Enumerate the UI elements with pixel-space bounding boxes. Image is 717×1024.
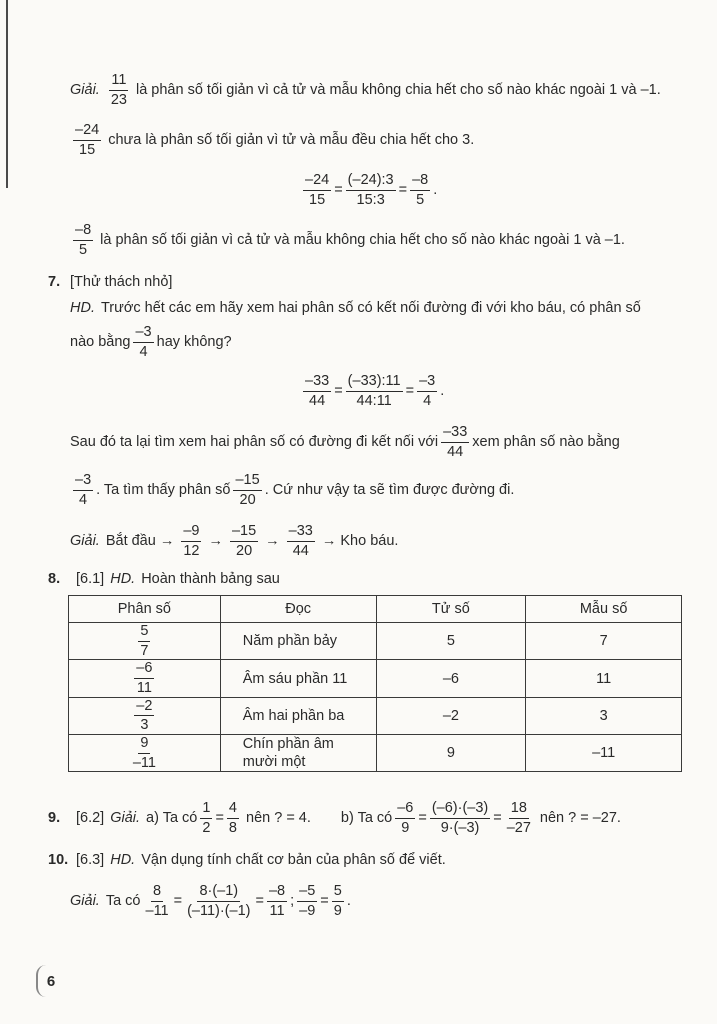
exercise-number: 10. <box>48 852 69 868</box>
text: . Cứ như vậy ta sẽ tìm được đường đi. <box>264 482 515 499</box>
solution-label: Giải. <box>70 82 100 99</box>
text: xem phân số nào bằng <box>472 434 620 451</box>
s9-line: 9. [6.2] Giải. a) Ta có $\frac{1}{2}$ = $\frac{4}{8}$ nên ? = 4. b) Ta có $\frac{-6}{9}$ = $\frac{(-6)\cdot(-3)}{9\cdot(-3)}$ = $\frac{18}{-27}$ nên ? = –27. <box>48 800 621 836</box>
numerator-cell: 5 <box>376 623 526 660</box>
fraction: $\frac{8}{-11}$ <box>145 883 169 919</box>
fraction: $\frac{-8}{11}$ <box>268 883 286 919</box>
fraction-cell: $\frac{-6}{11}$ <box>69 660 221 697</box>
text: Vận dụng tính chất cơ bản của phân số để viết. <box>141 852 446 868</box>
text: chưa là phân số tối giản vì tử và mẫu đều chia hết cho 3. <box>108 132 475 149</box>
text: nên ? = –27. <box>539 810 621 827</box>
arrow-right-icon: → <box>159 533 175 550</box>
fraction: $\frac{-24}{15}$ <box>75 122 100 158</box>
fraction: $\frac{-15}{20}$ <box>231 523 257 559</box>
fraction: $\frac{-3}{4}$ <box>419 373 436 409</box>
solution-label: Giải. <box>70 533 100 550</box>
s7-heading <box>48 274 172 290</box>
numerator-cell: 9 <box>376 735 526 772</box>
s10-solution: Giải. Ta có $\frac{8}{-11}$ = $\frac{8\cdot(-1)}{(-11)\cdot(-1)}$ = $\frac{-8}{11}$ ; $\frac{-5}{-9}$ = $\frac{5}{9}$ . <box>70 883 351 919</box>
text: Trước hết các em hãy xem hai phân số có kết nối đường đi với kho báu, có phân số <box>100 300 641 316</box>
s10-heading <box>48 852 446 868</box>
reference: [6.1] <box>76 571 105 587</box>
fraction: $\frac{-6}{9}$ <box>397 800 414 836</box>
hint-label: HD. <box>110 852 136 868</box>
fraction: $\frac{5}{9}$ <box>333 883 342 919</box>
s1-line4 <box>70 222 625 258</box>
denominator-cell: –11 <box>526 735 682 772</box>
column-header: Phân số <box>69 596 221 623</box>
table-row <box>69 660 682 697</box>
numerator-cell: –2 <box>376 697 526 734</box>
column-header: Đọc <box>220 596 376 623</box>
fraction: $\frac{1}{2}$ <box>202 800 211 836</box>
text: . Ta tìm thấy phân số <box>96 482 231 499</box>
fraction-cell: $\frac{-2}{3}$ <box>69 697 221 734</box>
page-edge-line <box>6 0 8 188</box>
fraction: $\frac{-3}{4}$ <box>135 324 152 360</box>
fraction: $\frac{8\cdot(-1)}{(-11)\cdot(-1)}$ <box>187 883 251 919</box>
s7-equation: $\frac{-33}{44}$ = $\frac{(-33):11}{44:11}$ = $\frac{-3}{4}$ . <box>305 373 445 409</box>
s1-line2 <box>70 122 474 158</box>
table-row <box>69 735 682 772</box>
arrow-right-icon: → <box>321 533 337 550</box>
fraction: $\frac{-5}{-9}$ <box>299 883 316 919</box>
denominator-cell: 11 <box>526 660 682 697</box>
numerator-cell: –6 <box>376 660 526 697</box>
arrow-right-icon: → <box>265 533 280 550</box>
s7-line2 <box>70 324 232 360</box>
fraction-cell: $\frac{9}{-11}$ <box>69 735 221 772</box>
exercise-title: [Thử thách nhỏ] <box>70 274 173 290</box>
text: a) Ta có <box>146 810 198 827</box>
table-row <box>69 697 682 734</box>
s7-line3 <box>70 424 620 460</box>
text: Sau đó ta lại tìm xem hai phân số có đường đi kết nối với <box>70 434 439 451</box>
s8-heading <box>48 571 280 587</box>
text: b) Ta có <box>340 810 393 827</box>
exercise-number: 8. <box>48 571 61 587</box>
fraction: $\frac{-9}{12}$ <box>183 523 200 559</box>
arrow-right-icon: → <box>208 533 223 550</box>
s1-line1 <box>70 72 661 108</box>
read-cell: Âm sáu phần 11 <box>220 660 376 697</box>
fraction: $\frac{-24}{15}$ <box>305 172 330 208</box>
fraction: $\frac{-33}{44}$ <box>288 523 313 559</box>
s7-line4 <box>70 472 514 508</box>
fraction: $\frac{4}{8}$ <box>228 800 237 836</box>
text: là phân số tối giản vì cả tử và mẫu không chia hết cho số nào khác ngoài 1 và –1. <box>100 232 625 249</box>
s1-equation: $\frac{-24}{15}$ = $\frac{(-24):3}{15:3}$ = $\frac{-8}{5}$ . <box>305 172 438 208</box>
fraction: $\frac{-15}{20}$ <box>235 472 260 508</box>
fraction-cell: $\frac{5}{7}$ <box>69 623 221 660</box>
reference: [6.2] <box>76 810 105 827</box>
denominator-cell: 7 <box>526 623 682 660</box>
text: Ta có <box>105 893 141 910</box>
fraction: $\frac{-3}{4}$ <box>75 472 92 508</box>
fraction: $\frac{-8}{5}$ <box>412 172 429 208</box>
fraction: $\frac{-33}{44}$ <box>305 373 330 409</box>
s7-solution <box>70 523 398 559</box>
read-cell: Năm phần bảy <box>220 623 376 660</box>
table-row <box>69 623 682 660</box>
exercise-number: 7. <box>48 274 61 290</box>
page-number: 6 <box>36 965 64 997</box>
text: Bắt đầu <box>105 533 156 550</box>
text: hay không? <box>156 334 232 351</box>
column-header: Tử số <box>376 596 526 623</box>
text: nào bằng <box>70 334 131 351</box>
hint-label: HD. <box>110 571 136 587</box>
solution-label: Giải. <box>70 893 100 910</box>
column-header: Mẫu số <box>526 596 682 623</box>
s7-line1 <box>70 300 641 316</box>
table-header-row <box>69 596 682 623</box>
fraction: $\frac{(-33):11}{44:11}$ <box>347 373 401 409</box>
fraction-table <box>68 595 682 772</box>
fraction: $\frac{-8}{5}$ <box>75 222 92 258</box>
fraction: $\frac{-33}{44}$ <box>443 424 468 460</box>
fraction: $\frac{(-24):3}{15:3}$ <box>347 172 394 208</box>
fraction: $\frac{18}{-27}$ <box>506 800 531 836</box>
exercise-number: 9. <box>48 810 61 827</box>
read-cell: Chín phần âm mười một <box>220 735 376 772</box>
fraction: $\frac{11}{23}$ <box>110 72 127 108</box>
text: nên ? = 4. <box>246 810 311 827</box>
reference: [6.3] <box>76 852 105 868</box>
text: Hoàn thành bảng sau <box>141 571 280 587</box>
read-cell: Âm hai phần ba <box>220 697 376 734</box>
fraction: $\frac{(-6)\cdot(-3)}{9\cdot(-3)}$ <box>431 800 489 836</box>
text: Kho báu. <box>340 533 399 550</box>
hint-label: HD. <box>70 300 95 316</box>
text: là phân số tối giản vì cả tử và mẫu không chia hết cho số nào khác ngoài 1 và –1. <box>135 82 661 99</box>
solution-label: Giải. <box>110 810 141 827</box>
denominator-cell: 3 <box>526 697 682 734</box>
